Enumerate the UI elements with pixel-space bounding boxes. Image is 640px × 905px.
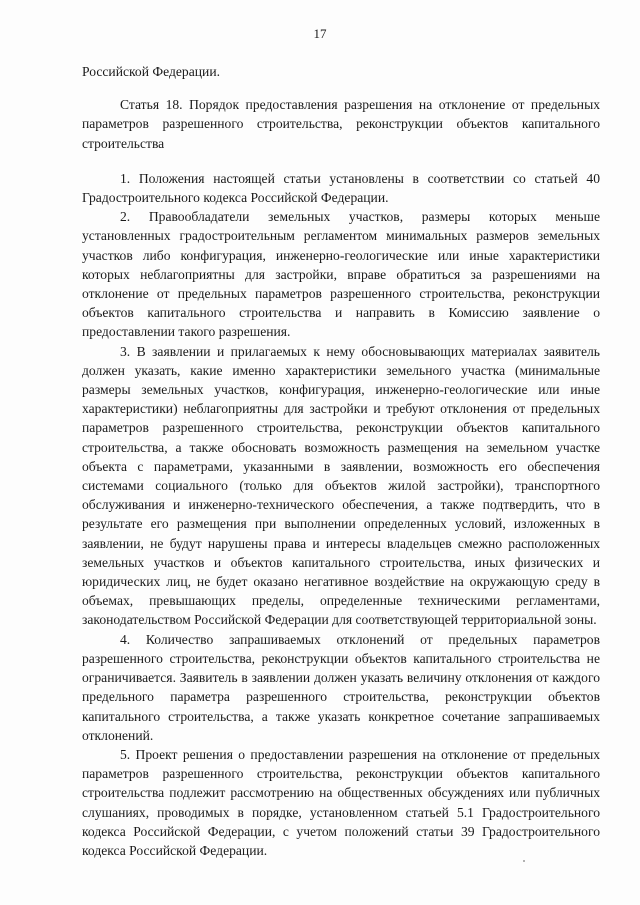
- continuation-text: Российской Федерации.: [82, 64, 220, 79]
- paragraph-5: 5. Проект решения о предоставлении разрешения на отклонение от предельных параметров разрешенного строительства, реконструкции объектов капитального строительства подлежит рассмотрению на общественных обсуждениях или публичных слушаниях, проводимых в порядке, установленном статьей 5.1 Градостроительного кодекса Российской Федерации, с учетом положений статьи 39 Градостроительного кодекса Российской Федерации.: [82, 746, 600, 858]
- page-number: 17: [313, 26, 327, 41]
- paragraph-2: 2. Правообладатели земельных участков, размеры которых меньше установленных градостроительным регламентом минимальных размеров земельных участков либо конфигурация, инженерно-геологические или иные характеристики которых неблагоприятны для застройки, вправе обратиться за разрешениями на отклонение от предельных параметров разрешенного строительства, реконструкции объектов капитального строительства и направить в Комиссию заявление о предоставлении такого разрешения.: [82, 209, 600, 340]
- scan-speck: [523, 860, 525, 862]
- paragraph-3: 3. В заявлении и прилагаемых к нему обосновывающих материалах заявитель должен указать, какие именно характеристики земельного участка (минимальные размеры земельных участков, конфигурация, инженерно-геологические или иные характеристики) неблагоприятны для застройки и требуют отклонения от предельных параметров разрешенного строительства, реконструкции объектов капитального строительства, а также обосновать возможность размещения на земельном участке объекта с параметрами, указанными в заявлении, возможность его обеспечения системами социального (только для объектов жилой застройки), транспортного обслуживания и инженерно-технического обеспечения, а также подтвердить, что в результате его размещения при выполнении определенных условий, изложенных в заявлении, не будут нарушены права и интересы владельцев смежно расположенных земельных участков и объектов капитального строительства, иных физических и юридических лиц, не будет оказано негативное воздействие на окружающую среду в объемах, превышающих пределы, определенные техническими регламентами, законодательством Российской Федерации для соответствующей территориальной зоны.: [82, 343, 600, 628]
- paragraph-1: 1. Положения настоящей статьи установлены в соответствии со статьей 40 Градостроительного кодекса Российской Федерации.: [82, 170, 600, 206]
- paragraph-4: 4. Количество запрашиваемых отклонений от предельных параметров разрешенного строительства, реконструкции объектов капитального строительства не ограничивается. Заявитель в заявлении должен указать величину отклонения от каждого предельного параметра разрешенного строительства, реконструкции объектов капитального строительства, а также указать конкретное сочетание запрашиваемых отклонений.: [82, 631, 600, 743]
- article-heading: Статья 18. Порядок предоставления разрешения на отклонение от предельных параметров разрешенного строительства, реконструкции объектов капитального строительства: [82, 97, 600, 151]
- document-body: [82, 62, 600, 860]
